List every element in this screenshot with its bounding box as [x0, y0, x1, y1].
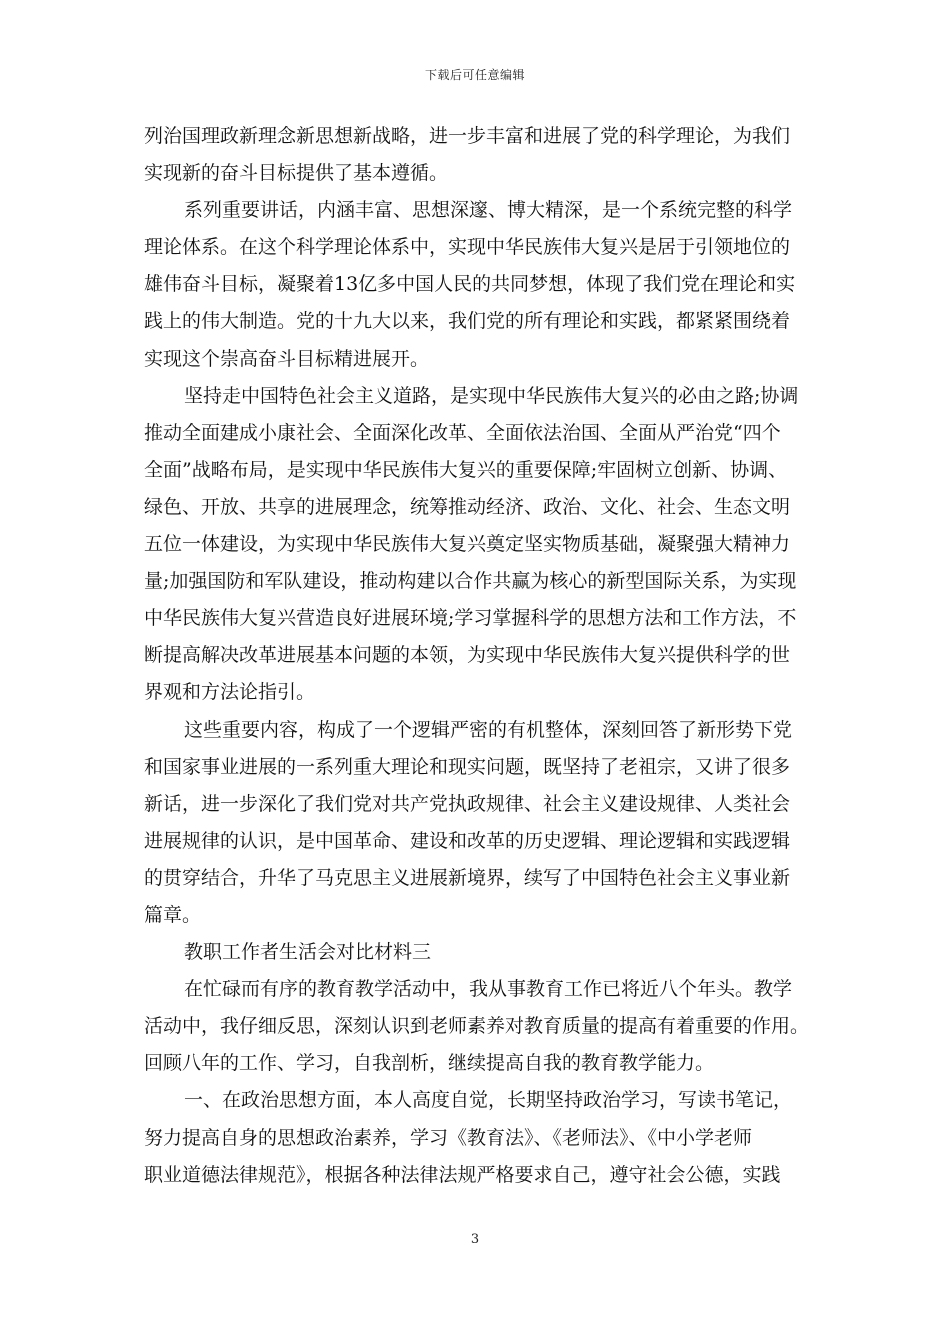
text-line: 进展规律的认识，是中国革命、建设和改革的历史逻辑、理论逻辑和实践逻辑	[144, 829, 791, 852]
text-line: 新话，进一步深化了我们党对共产党执政规律、社会主义建设规律、人类社会	[144, 792, 791, 815]
text-line: 五位一体建设，为实现中华民族伟大复兴奠定坚实物质基础，凝聚强大精神力	[144, 533, 791, 556]
text-line: 界观和方法论指引。	[144, 681, 316, 704]
page-number: 3	[470, 1232, 480, 1247]
text-line: 和国家事业进展的一系列重大理论和现实问题，既坚持了老祖宗，又讲了很多	[144, 755, 791, 778]
text-line: 全面”战略布局，是实现中华民族伟大复兴的重要保障;牢固树立创新、协调、	[144, 458, 788, 481]
text-line: 回顾八年的工作、学习，自我剖析，继续提高自我的教育教学能力。	[144, 1052, 715, 1075]
text-line: 断提高解决改革进展基本问题的本领，为实现中华民族伟大复兴提供科学的世	[144, 644, 791, 667]
text-line: 一、在政治思想方面，本人高度自觉，长期坚持政治学习，写读书笔记，	[184, 1089, 793, 1112]
text-line: 努力提高自身的思想政治素养，学习《教育法》、《老师法》、《中小学老师	[144, 1126, 753, 1149]
text-line: 绿色、开放、共享的进展理念，统筹推动经济、政治、文化、社会、生态文明	[144, 495, 791, 518]
text-line: 实现这个崇高奋斗目标精进展开。	[144, 347, 430, 370]
text-line: 推动全面建成小康社会、全面深化改革、全面依法治国、全面从严治党“四个	[144, 421, 781, 444]
text-line: 理论体系。在这个科学理论体系中，实现中华民族伟大复兴是居于引领地位的	[144, 236, 791, 259]
text-line: 系列重要讲话，内涵丰富、思想深邃、博大精深，是一个系统完整的科学	[184, 199, 793, 222]
text-line: 列治国理政新理念新思想新战略，进一步丰富和进展了党的科学理论，为我们	[144, 125, 791, 147]
text-line: 雄伟奋斗目标，凝聚着13亿多中国人民的共同梦想，体现了我们党在理论和实	[144, 273, 796, 296]
text-line: 中华民族伟大复兴营造良好进展环境;学习掌握科学的思想方法和工作方法，不	[144, 607, 797, 630]
text-line: 坚持走中国特色社会主义道路，是实现中华民族伟大复兴的必由之路;协调	[184, 384, 799, 407]
text-line: 实现新的奋斗目标提供了基本遵循。	[144, 162, 449, 185]
text-line: 这些重要内容，构成了一个逻辑严密的有机整体，深刻回答了新形势下党	[184, 718, 793, 741]
text-line: 的贯穿结合，升华了马克思主义进展新境界，续写了中国特色社会主义事业新	[144, 866, 791, 889]
page-header: 下载后可任意编辑	[424, 68, 525, 82]
text-line: 职业道德法律规范》，根据各种法律法规严格要求自己，遵守社会公德，实践	[144, 1163, 781, 1186]
document-body	[144, 118, 816, 1194]
text-line: 量;加强国防和军队建设，推动构建以合作共赢为核心的新型国际关系，为实现	[144, 570, 797, 593]
text-line: 篇章。	[144, 903, 202, 926]
text-line: 践上的伟大制造。党的十九大以来，我们党的所有理论和实践，都紧紧围绕着	[144, 310, 791, 333]
text-line: 活动中，我仔细反思，深刻认识到老师素养对教育质量的提高有着重要的作用。	[144, 1015, 810, 1038]
text-line: 在忙碌而有序的教育教学活动中，我从事教育工作已将近八个年头。教学	[184, 978, 793, 1001]
section-heading: 教职工作者生活会对比材料三	[184, 941, 432, 964]
